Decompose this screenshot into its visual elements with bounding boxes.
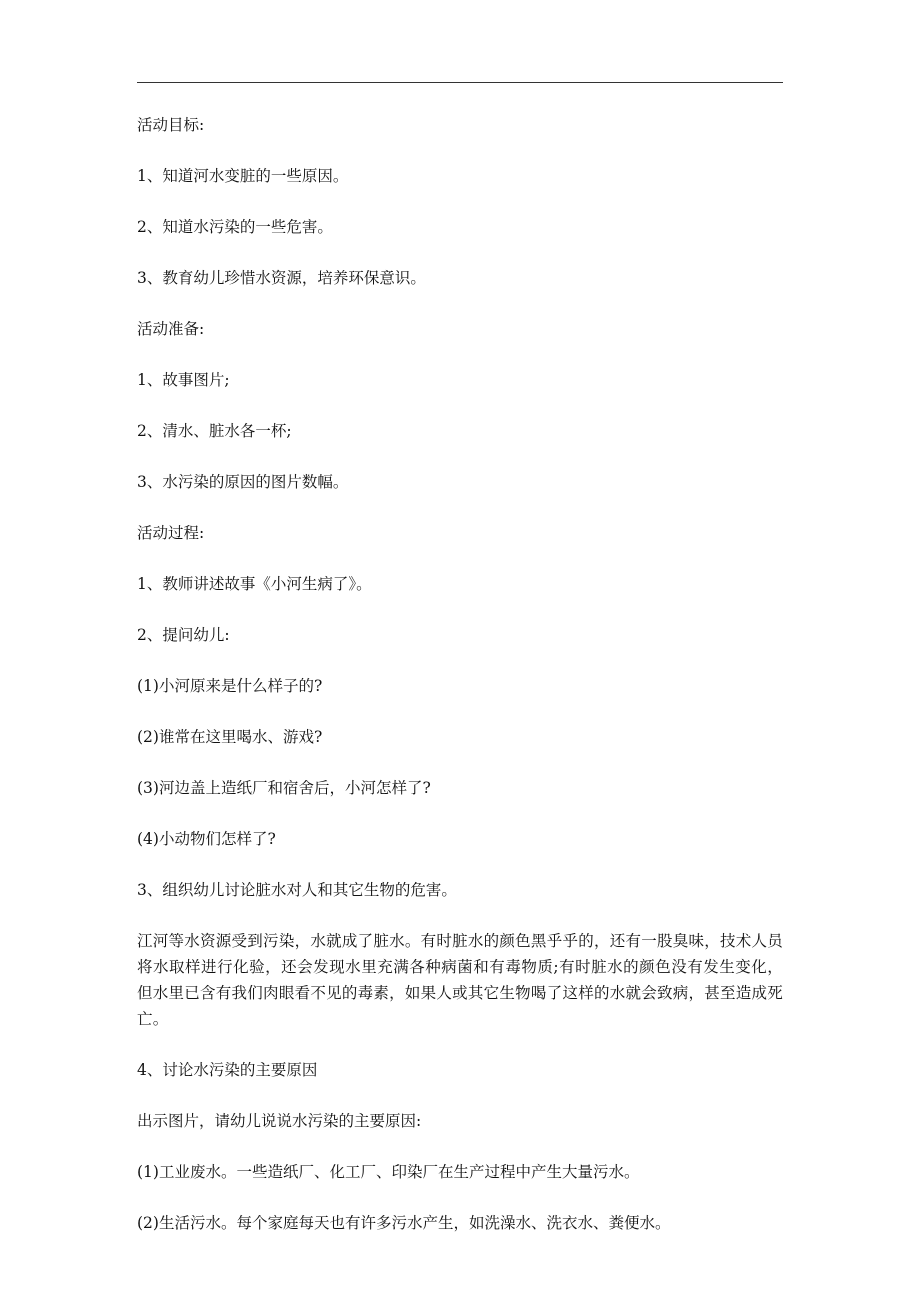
process-step-3: 3、组织幼儿讨论脏水对人和其它生物的危害。 [137, 881, 457, 899]
explanation-paragraph: 江河等水资源受到污染，水就成了脏水。有时脏水的颜色黑乎乎的，还有一股臭味，技术人员将水取样进行化验，还会发现水里充满各种病菌和有毒物质;有时脏水的颜色没有发生变化，但水里已含有我们肉眼看不见的毒素，如果人或其它生物喝了这样的水就会致病，甚至造成死亡。 [137, 932, 783, 1028]
question-4: (4)小动物们怎样了? [137, 830, 276, 848]
section-heading-preparation: 活动准备: [137, 320, 205, 338]
process-step-1: 1、教师讲述故事《小河生病了》。 [137, 575, 372, 593]
question-3: (3)河边盖上造纸厂和宿舍后，小河怎样了? [137, 779, 431, 797]
process-step-2: 2、提问幼儿: [137, 626, 230, 644]
process-step-4: 4、讨论水污染的主要原因 [137, 1061, 318, 1079]
header-rule [137, 82, 783, 83]
cause-item-2: (2)生活污水。每个家庭每天也有许多污水产生，如洗澡水、洗衣水、粪便水。 [137, 1214, 671, 1232]
goal-item-2: 2、知道水污染的一些危害。 [137, 218, 333, 236]
question-1: (1)小河原来是什么样子的? [137, 677, 323, 695]
section-heading-process: 活动过程: [137, 524, 205, 542]
section-heading-goals: 活动目标: [137, 116, 205, 134]
preparation-item-1: 1、故事图片; [137, 371, 230, 389]
goal-item-3: 3、教育幼儿珍惜水资源，培养环保意识。 [137, 269, 426, 287]
question-2: (2)谁常在这里喝水、游戏? [137, 728, 323, 746]
show-pictures-instruction: 出示图片，请幼儿说说水污染的主要原因: [137, 1112, 422, 1130]
preparation-item-2: 2、清水、脏水各一杯; [137, 422, 292, 440]
document-body [137, 112, 783, 1261]
preparation-item-3: 3、水污染的原因的图片数幅。 [137, 473, 349, 491]
cause-item-1: (1)工业废水。一些造纸厂、化工厂、印染厂在生产过程中产生大量污水。 [137, 1163, 640, 1181]
goal-item-1: 1、知道河水变脏的一些原因。 [137, 167, 349, 185]
